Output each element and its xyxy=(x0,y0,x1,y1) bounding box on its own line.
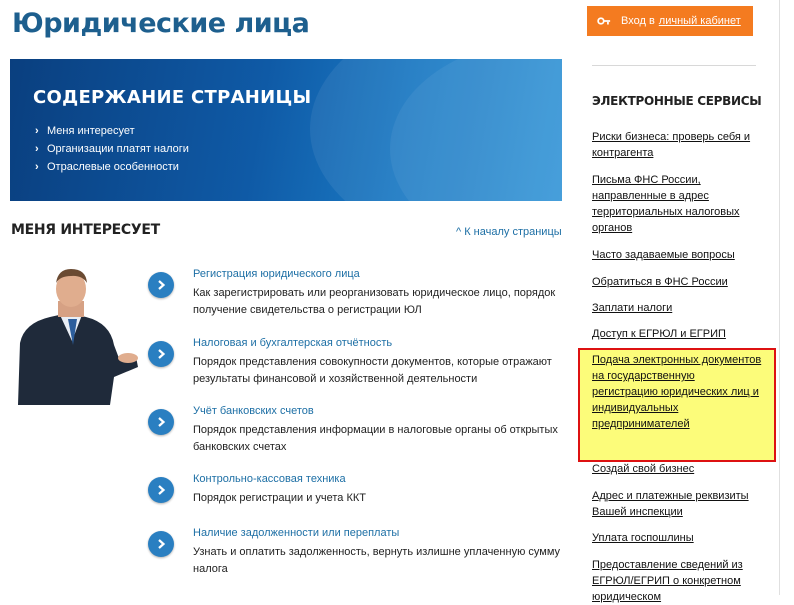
banner-link-taxes[interactable]: › Организации платят налоги xyxy=(35,140,189,158)
banner-link-interest[interactable]: › Меня интересует xyxy=(35,122,189,140)
login-link[interactable]: личный кабинет xyxy=(658,15,741,27)
arrow-right-circle-icon[interactable] xyxy=(148,531,174,557)
item-title[interactable]: Налоговая и бухгалтерская отчётность xyxy=(193,337,393,349)
sidebar-divider xyxy=(592,65,756,66)
chevron-right-icon: › xyxy=(35,161,39,173)
login-prefix: Вход в xyxy=(621,15,655,27)
login-button[interactable] xyxy=(587,6,753,36)
sidebar-link-inspection-details[interactable]: Адрес и платежные реквизиты Вашей инспекции xyxy=(592,490,749,518)
chevron-right-icon: › xyxy=(35,143,39,155)
scrollbar-edge xyxy=(779,0,780,595)
sidebar-link-create-business[interactable]: Создай свой бизнес xyxy=(592,463,695,475)
arrow-right-circle-icon[interactable] xyxy=(148,477,174,503)
item-description: Порядок представления совокупности документов, которые отражают результаты финансовой и хозяйственной деятельности xyxy=(193,356,552,385)
chevron-right-icon: › xyxy=(35,125,39,137)
item-title[interactable]: Учёт банковских счетов xyxy=(193,405,314,417)
sidebar-link-contact-fns[interactable]: Обратиться в ФНС России xyxy=(592,276,728,288)
item-description: Порядок представления информации в налоговые органы об открытых банковских счетах xyxy=(193,424,558,453)
item-description: Узнать и оплатить задолженность, вернуть излишне уплаченную сумму налога xyxy=(193,546,561,575)
sidebar-link-egrul-access[interactable]: Доступ к ЕГРЮЛ и ЕГРИП xyxy=(592,328,726,340)
arrow-right-circle-icon[interactable] xyxy=(148,341,174,367)
arrow-right-circle-icon[interactable] xyxy=(148,409,174,435)
sidebar-link-state-duty[interactable]: Уплата госпошлины xyxy=(592,532,694,544)
sidebar-link-fns-letters[interactable]: Письма ФНС России, направленные в адрес территориальных налоговых органов xyxy=(592,174,740,234)
sidebar-link-egrul-info[interactable]: Предоставление сведений из ЕГРЮЛ/ЕГРИП о конкретном юридическом xyxy=(592,559,743,603)
item-title[interactable]: Контрольно-кассовая техника xyxy=(193,473,346,485)
sidebar-link-faq[interactable]: Часто задаваемые вопросы xyxy=(592,249,735,261)
item-description: Как зарегистрировать или реорганизовать юридическое лицо, порядок получение свидетельства о регистрации ЮЛ xyxy=(193,287,556,316)
businessman-image xyxy=(10,265,140,405)
to-top-link[interactable]: ^ К началу страницы xyxy=(456,226,562,238)
page-title: Юридические лица xyxy=(12,8,310,39)
key-icon xyxy=(597,14,611,28)
banner-links xyxy=(35,122,189,176)
sidebar-link-business-risks[interactable]: Риски бизнеса: проверь себя и контрагента xyxy=(592,131,751,159)
item-description: Порядок регистрации и учета ККТ xyxy=(193,492,366,504)
sidebar-link-pay-taxes[interactable]: Заплати налоги xyxy=(592,302,673,314)
sidebar-link-e-registration[interactable]: Подача электронных документов на государственную регистрацию юридических лиц и индивидуальных предпринимателей xyxy=(592,354,762,430)
arrow-right-circle-icon[interactable] xyxy=(148,272,174,298)
content-banner xyxy=(10,59,562,201)
item-title[interactable]: Наличие задолженности или переплаты xyxy=(193,527,400,539)
item-title[interactable]: Регистрация юридического лица xyxy=(193,268,360,280)
sidebar-heading: ЭЛЕКТРОННЫЕ СЕРВИСЫ xyxy=(592,94,762,108)
banner-title: СОДЕРЖАНИЕ СТРАНИЦЫ xyxy=(33,87,312,108)
banner-link-industry[interactable]: › Отраслевые особенности xyxy=(35,158,189,176)
section-heading: МЕНЯ ИНТЕРЕСУЕТ xyxy=(11,222,160,238)
